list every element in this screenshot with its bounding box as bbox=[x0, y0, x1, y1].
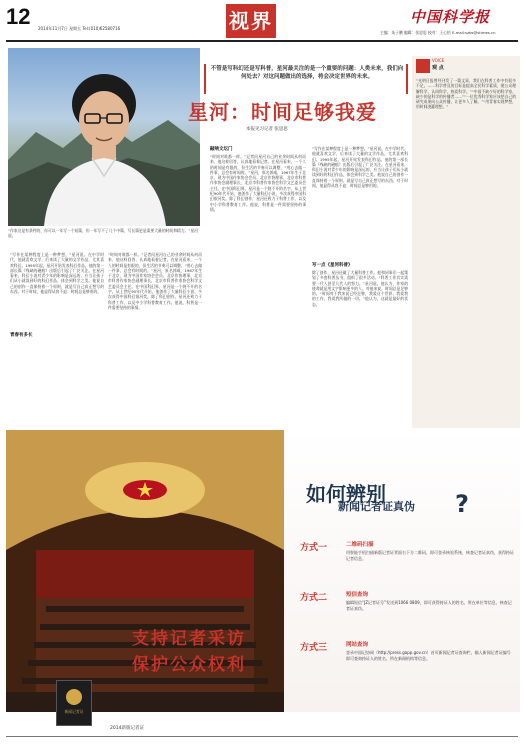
article-column-2: “写作在某种程度上是一种梦想。”星河说。在中学时代，他就喜欢文学，后来读了大量的文学作品，尤其喜欢科幻。1995年起，星河开始发表科幻作品。他的第一部长篇《残缺的磁痕》出版后引起了广泛关注。在星河看来，科幻小说对青少年的影响是深远的，应当让孩子们从小就读到好的科幻作品，体会到科学之美。他说自己的创作一直保持着一个原则，就是写自己真正想写的东西。对于时间，他显得从容不迫：时间总是够用的。 bbox=[312, 146, 408, 189]
photo-caption: “作家这是有条件的，你可以一年写一个短篇，但一年写不了几个中篇，写长篇更是需要大量的时间和精力。”星河说。 bbox=[8, 228, 198, 239]
section-title: 视界 bbox=[226, 4, 276, 38]
method-2-label: 方式二 bbox=[300, 593, 328, 603]
subhead-3: 青春有多长 bbox=[10, 333, 33, 338]
emblem-icon bbox=[66, 689, 82, 705]
method-3-title: 网站查询 bbox=[346, 642, 369, 648]
page-number: 12 bbox=[6, 4, 31, 29]
method-3-body: 登录中国记协网（http://press.gapp.gov.cn）首页新闻记者证查询栏，输入新闻记者证编号即可查询持证人的姓名、所在新闻机构等信息。 bbox=[346, 650, 511, 661]
article-column-3: 除了创作，星河还做了大量科普工作。他和同事们一起策划了多套科普丛书，组织了很多活动。“科普工作其实需要一代人甚至几代人的努力。”星河说。他认为，作家的使命就是用文字影响更多的人。对他来说，时间总是足够的。“时间对于我来说已经足够，我爱这个世界，我爱我的工作，我爱我所做的一切。”他认为，这就是最好的状态。 bbox=[312, 270, 408, 307]
article-column-1: “时间对谁都一样。”记者问星河自己的业余时间从何而来，他这样回答，认真地看着记者。在星河看来，一个人的时间是有限的，但生活的节奏可以调整，“用心去做一件事，总会有时间的。”星河，原名郭威，1967年生于北京，现为中国作家协会会员、北京作协理事，北京市科普作家协会副理事长，北京市科普作家协会科学文艺委员会主任。在中国科幻界，星河是一个绕不开的名字。从上世纪90年代开始，他创作了大量科幻小说，多次获得中国科幻银河奖。除了科幻创作，星河还致力于科普工作，以及中小学科普教育工作。他说，科普是一件需要坚持的事情。 bbox=[210, 154, 306, 212]
portrait-photo bbox=[8, 48, 200, 226]
press-card-image bbox=[56, 680, 92, 726]
subhead-1: 敲响文坛门 bbox=[210, 147, 233, 152]
article-title: 星河：时间足够我爱 bbox=[188, 100, 377, 124]
press-card-caption: 2014新版记者证 bbox=[110, 726, 144, 731]
method-2-body: 编辑短信“JZ记者证号”发送到1066 0809，即可获得持证人的姓名、所在单位等信息，核查记者证真伪。 bbox=[346, 600, 512, 611]
sidebar-body: “光明日报曾经刊发了一篇文章，我们在科普工作中有很多不足。……科学普及的目标是提高全民科学素质，使公众理解科学，认同科学，热爱科学。”“中国不缺少好的科学家，缺少的是科学的传播者……”“一位优秀科学家应该把自己的研究成果向公众传播，让更多人了解。”“用青春实现梦想，用时间浇灌理想。” bbox=[416, 78, 516, 110]
date-line: 2014年11月7日 星期五 Tel:(010)62580716 bbox=[38, 26, 121, 31]
slogan-line-1: 支持记者采访 bbox=[132, 629, 246, 649]
slogan-line-2: 保护公众权利 bbox=[132, 655, 246, 675]
method-1-body: 用智能手机扫描新版记者证背面右下方二维码，即可登录核验系统，核查记者证真伪，获得持证记者信息。 bbox=[346, 550, 514, 561]
article-column-left-1: “写作在某种程度上是一种梦想。”星河说。在中学时代，他就喜欢文学，后来读了大量的文学作品，尤其喜欢科幻。1995年起，星河开始发表科幻作品。他的第一部长篇《残缺的磁痕》出版后引起了广泛关注。在星河看来，科幻小说对青少年的影响是深远的，应当让孩子们从小就读到好的科幻作品，体会到科学之美。他说自己的创作一直保持着一个原则，就是写自己真正想写的东西。对于时间，他显得从容不迫：时间总是够用的。 bbox=[10, 252, 104, 295]
verify-title: 如何辨别 bbox=[306, 482, 386, 506]
masthead-logo: 中国科学报 bbox=[410, 8, 491, 26]
question-mark: ? bbox=[455, 490, 469, 518]
press-card-label: 新闻记者证 bbox=[64, 709, 84, 714]
voice-title: 观 点 bbox=[432, 65, 444, 71]
subhead-2: 写一点《星河科普》 bbox=[312, 263, 353, 268]
voice-label: VOICE bbox=[432, 58, 445, 63]
method-2-title: 短信查询 bbox=[346, 592, 369, 598]
voice-badge bbox=[416, 59, 430, 73]
pull-quote: 不管是写科幻还是写科普，星河最关注的是一个重要的问题：人类未来，我们向何处去？对这问题做出的选择，将会决定世界的未来。 bbox=[210, 66, 404, 80]
verification-panel bbox=[284, 430, 520, 712]
article-column-left-2: “时间对谁都一样。”记者问星河自己的业余时间从何而来，他这样回答，认真地看着记者。在星河看来，一个人的时间是有限的，但生活的节奏可以调整，“用心去做一件事，总会有时间的。”星河，原名郭威，1967年生于北京，现为中国作家协会会员、北京作协理事，北京市科普作家协会副理事长，北京市科普作家协会科学文艺委员会主任。在中国科幻界，星河是一个绕不开的名字。从上世纪90年代开始，他创作了大量科幻小说，多次获得中国科幻银河奖。除了科幻创作，星河还致力于科普工作，以及中小学科普教育工作。他说，科普是一件需要坚持的事情。 bbox=[108, 252, 202, 310]
method-3-label: 方式三 bbox=[300, 643, 328, 653]
editor-line: 主编：朱子鹏 编辑：张思思 校对：王心怡 E-mail:szbs@stimes.cn bbox=[380, 30, 496, 35]
portrait-illustration bbox=[8, 48, 200, 226]
verify-subtitle: 新闻记者证真伪 bbox=[338, 500, 415, 513]
header-rule bbox=[6, 40, 518, 42]
method-1-title: 二维码扫描 bbox=[346, 542, 374, 548]
method-1-label: 方式一 bbox=[300, 543, 328, 553]
byline: 本报见习记者 张思思 bbox=[246, 127, 288, 132]
bottom-rule bbox=[6, 736, 518, 737]
